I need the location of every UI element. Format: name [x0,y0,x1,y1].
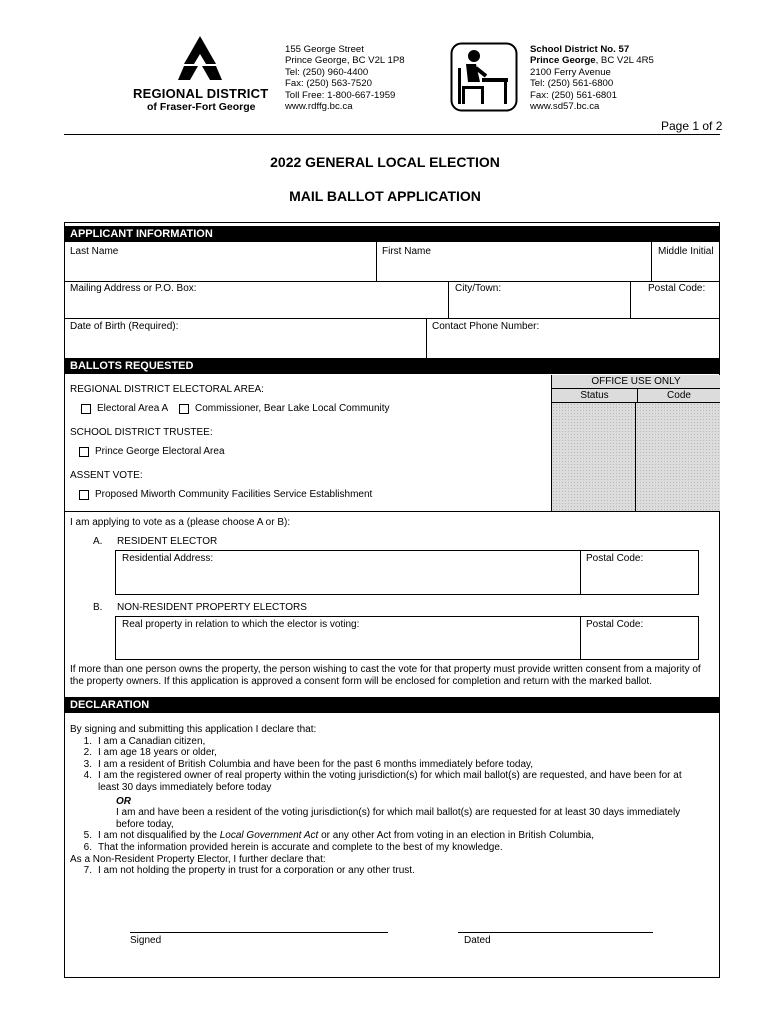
sd-logo [450,42,518,112]
option-b-label[interactable]: NON-RESIDENT PROPERTY ELECTORS [117,602,307,613]
first-name-field[interactable]: First Name [382,246,431,257]
declaration-intro: By signing and submitting this application I declare that: [70,724,317,735]
declaration-item: 3. I am a resident of British Columbia and have been for the past 6 months immediately before today, [83,758,534,770]
miworth-label: Proposed Miworth Community Facilities Service Establishment [95,489,373,500]
city-field[interactable]: City/Town: [455,283,502,294]
commissioner-checkbox[interactable] [179,404,189,414]
nonresident-postal-field: Postal Code: [586,619,644,630]
declaration-or-text: I am and have been a resident of the voting jurisdiction(s) for which mail ballot(s) are requested for at least 30 days immediately before today, [116,807,681,830]
commissioner-label: Commissioner, Bear Lake Local Community [195,403,390,414]
option-a-letter: A. [93,536,103,547]
declaration-item: 5. I am not disqualified by the Local Government Act or any other Act from voting in an election in British Columbia, [83,830,595,842]
rd-address: 155 George Street Prince George, BC V2L 1P8 Tel: (250) 960-4400 Fax: (250) 563-7520 Toll Free: 1-800-667-1959 www.rdffg.bc.ca [285,44,405,113]
area-a-checkbox[interactable] [81,404,91,414]
dated-label: Dated [464,935,491,946]
page-subtitle: MAIL BALLOT APPLICATION [289,188,481,204]
declaration-heading: DECLARATION [64,697,720,713]
declaration-body [70,724,710,877]
resident-postal-field: Postal Code: [586,553,644,564]
option-a-label[interactable]: RESIDENT ELECTOR [117,536,218,547]
applying-intro: I am applying to vote as a (please choose A or B): [70,517,291,528]
declaration-item: 1. I am a Canadian citizen, [83,735,206,747]
option-b-letter: B. [93,602,103,613]
office-code-cell [636,403,720,511]
consent-note-2: the property owners. If this application is approved a consent form will be enclosed for completion and return with the marked ballot. [70,676,652,687]
area-a-label: Electoral Area A [97,403,169,414]
declaration-item: 2. I am age 18 years or older, [83,747,217,759]
assent-label: ASSENT VOTE: [70,470,143,481]
last-name-field[interactable]: Last Name [70,246,119,257]
middle-initial-field[interactable]: Middle Initial [658,246,714,257]
header-divider [64,134,720,135]
sd-address: School District No. 57 Prince George, BC V2L 4R5 2100 Ferry Avenue Tel: (250) 561-6800 Fax: (250) 561-6801 www.sd57.bc.ca [530,44,654,113]
office-status-cell [551,403,636,511]
pg-area-checkbox[interactable] [79,447,89,457]
ballots-heading: BALLOTS REQUESTED [64,358,720,374]
school-desk-icon [450,42,518,112]
consent-note-1: If more than one person owns the property, the person wishing to cast the vote for that property must provide written consent from a majority of [70,664,701,675]
residential-address-field: Residential Address: [122,553,214,564]
rd-logo [176,36,224,80]
applicant-heading: APPLICANT INFORMATION [64,226,720,242]
signed-label: Signed [130,935,162,946]
page-title: 2022 GENERAL LOCAL ELECTION [270,154,500,170]
declaration-item: 4. I am the registered owner of real property within the voting jurisdiction(s) for which mail ballot(s) are requested, and have been for at least 30 days immediately before today [83,770,682,793]
nonresident-declaration: As a Non-Resident Property Elector, I further declare that: [70,853,326,865]
office-use-header: OFFICE USE ONLY Status Code [551,375,720,403]
org-name: REGIONAL DISTRICT [133,86,269,101]
school-trustee-label: SCHOOL DISTRICT TRUSTEE: [70,427,213,438]
miworth-checkbox[interactable] [79,490,89,500]
dob-field[interactable]: Date of Birth (Required): [70,321,179,332]
page-number: Page 1 of 2 [661,119,723,133]
declaration-item: 6. That the information provided herein is accurate and complete to the best of my knowledge. [83,841,503,853]
pg-area-label: Prince George Electoral Area [95,446,225,457]
property-field: Real property in relation to which the elector is voting: [122,619,360,630]
date-line[interactable] [458,932,653,933]
postal-code-field[interactable]: Postal Code: [648,283,706,294]
rd-area-label: REGIONAL DISTRICT ELECTORAL AREA: [70,384,264,395]
signature-line[interactable] [130,932,388,933]
phone-field[interactable]: Contact Phone Number: [432,321,540,332]
mailing-address-field[interactable]: Mailing Address or P.O. Box: [70,283,197,294]
declaration-or: OR [116,795,131,807]
org-subname: of Fraser-Fort George [147,101,256,113]
rd-logo-icon [176,36,224,80]
declaration-item: 7. I am not holding the property in trust for a corporation or any other trust. [83,865,415,877]
